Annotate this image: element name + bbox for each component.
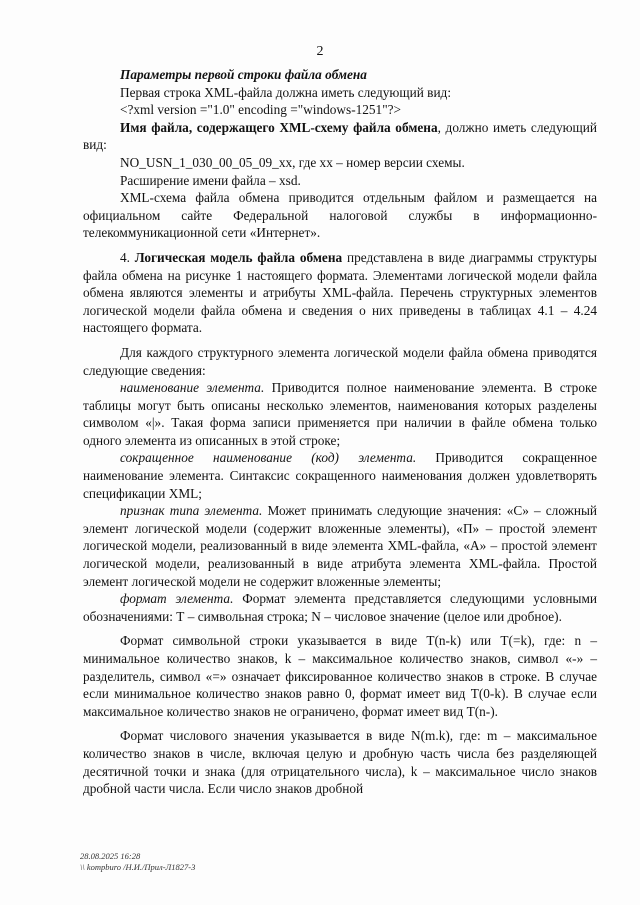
paragraph-schema: XML-схема файла обмена приводится отдельным файлом и размещается на официальном сайте Федеральной налоговой службы в информационно-телекоммуникационной сети «Интернет». [83, 190, 597, 241]
section-4-bold: Логическая модель файла обмена [134, 249, 343, 265]
footer-path: \\ kompburo /Н.И./Прил-Л1827-3 [80, 862, 196, 872]
filename-value: NO_USN_1_030_00_05_09_xx, где xx – номер версии схемы. [120, 154, 465, 170]
paragraph-string-format: Формат символьной строки указывается в виде Т(n-k) или Т(=k), где: n – минимальное количество знаков, k – максимальное количество знаков, символ «-» – разделитель, символ «=» означает фиксированное количество знаков в строке. В случае если минимальное количество знаков равно 0, формат имеет вид Т(0-k). В случае если максимальное количество знаков не ограничено, формат имеет вид Т(n-). [83, 633, 597, 719]
paragraph-filename: Имя файла, содержащего XML-схему файла обмена, должно иметь следующий вид: [83, 119, 597, 153]
list-item-name: наименование элемента. Приводится полное наименование элемента. В строке таблицы могут быть описаны несколько элементов, наименования которых разделены символом «|». Такая форма записи применяется при наличии в файле обмена только одного элемента из описанных в этой строке; [83, 380, 598, 448]
list-item-format: формат элемента. Формат элемента представляется следующими условными обозначениями: Т – символьная строка; N – числовое значение (целое или дробное). [83, 591, 597, 624]
print-footer [80, 851, 195, 873]
page-number: 2 [316, 44, 324, 59]
filename-bold: Имя файла, содержащего XML-схему файла обмена [120, 119, 438, 135]
paragraph-first-line: Первая строка XML-файла должна иметь следующий вид: [120, 84, 452, 100]
paragraph-each-element: Для каждого структурного элемента логической модели файла обмена приводятся следующие сведения: [83, 344, 597, 378]
xml-declaration: <?xml version ="1.0" encoding ="windows-1251"?> [120, 102, 402, 118]
list-item-short-name: сокращенное наименование (код) элемента. Приводится сокращенное наименование элемента. Синтаксис сокращенного наименования должен удовлетворять спецификации XML; [83, 450, 597, 501]
filename-extension: Расширение имени файла – xsd. [120, 172, 301, 188]
document-body [83, 66, 597, 798]
paragraph-number-format: Формат числового значения указывается в виде N(m.k), где: m – максимальное количество знаков в числе, включая целую и дробную часть числа без разделяющей десятичной точки и знака (для отрицательного числа), k – максимальное число знаков дробной части числа. Если число знаков дробной [83, 728, 597, 797]
list-item-type: признак типа элемента. Может принимать следующие значения: «С» – сложный элемент логической модели (содержит вложенные элементы), «П» – простой элемент логической модели, реализованный в виде элемента XML-файла, «А» – простой элемент логической модели, реализованный в виде атрибута элемента XML-файла. Простой элемент логической модели не содержит вложенные элементы; [83, 503, 597, 589]
paragraph-section-4: 4. Логическая модель файла обмена представлена в виде диаграммы структуры файла обмена на рисунке 1 настоящего формата. Элементами логической модели файла обмена являются элементы и атрибуты XML-файла. Перечень структурных элементов логической модели файла обмена и сведения о них приведены в таблицах 4.1 – 4.24 настоящего формата. [83, 249, 597, 336]
section-heading: Параметры первой строки файла обмена [120, 67, 367, 82]
footer-date: 28.08.2025 16:28 [80, 851, 141, 861]
